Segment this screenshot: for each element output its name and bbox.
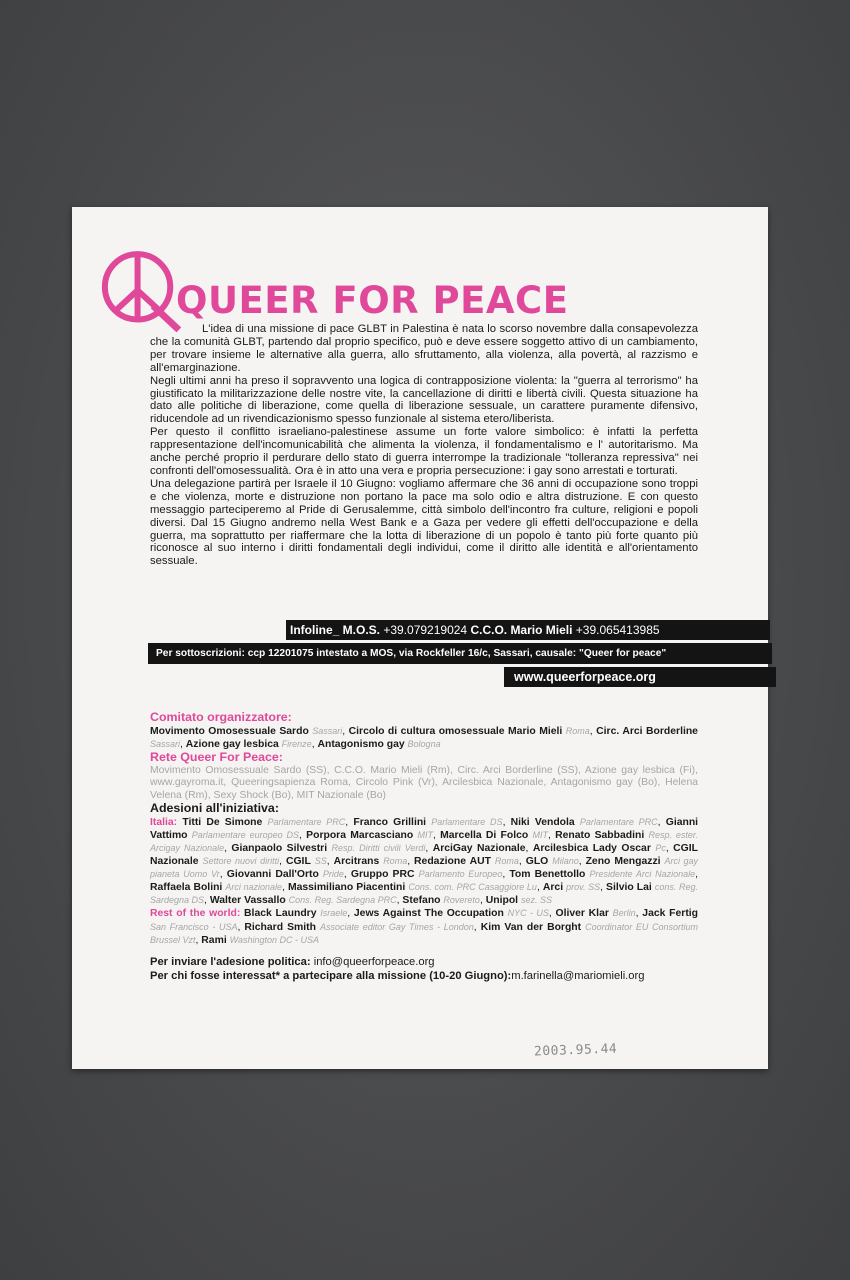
italy-adherent-name: Renato Sabbadini [555, 829, 645, 841]
world-adherent-note: Berlin [612, 908, 636, 919]
intro-paragraph: L'idea di una missione di pace GLBT in Palestina è nata lo scorso novembre dalla consapevolezza che la comunità GLBT, partendo dal proprio specifico, può e deve essere soggetto attivo di un cambiamento, per trovare insieme le alternative alla guerra, allo sfruttamento, alla violenza, alla povertà, al razzismo e all'emarginazione. [150, 323, 698, 374]
organizer-name: Circ. Arci Borderline [596, 726, 698, 738]
adhesions-heading: Adesioni all'iniziativa: [150, 800, 279, 815]
organizer-note: Sassari [150, 739, 181, 750]
world-adherent-name: Rami [201, 934, 227, 946]
italy-adherent-name: Arcitrans [333, 856, 380, 868]
italy-adherent-note: prov. SS [566, 882, 601, 893]
italy-adherent-note: MIT [532, 829, 548, 840]
world-adherent-name: Jack Fertig [642, 908, 699, 920]
italy-adhesions: Italia: Titti De Simone Parlamentare PRC, Franco Grillini Parlamentare DS, Niki Vendola Parlamentare PRC, Gianni Vattimo Parlamentare europeo DS, Porpora Marcasciano MIT, Marcella Di Folco MIT, Renato Sabbadini Resp. ester. Arcigay Nazionale, Gianpaolo Silvestri Resp. Diritti civili Verdi, ArciGay Nazionale, Arcilesbica Lady Oscar Pc, CGIL Nazionale Settore nuovi diritti, CGIL SS, Arcitrans Roma, Redazione AUT Roma, GLO Milano, Zeno Mengazzi Arci gay pianeta Uomo Vr, Giovanni Dall'Orto Pride, Gruppo PRC Parlamento Europeo, Tom Benettollo Presidente Arci Nazionale, Raffaela Bolini Arci nazionale, Massimiliano Piacentini Cons. com. PRC Casaggiore Lu, Arci prov. SS, Silvio Lai cons. Reg. Sardegna DS, Walter Vassallo Cons. Reg. Sardegna PRC, Stefano Rovereto, Unipol sez. SS [150, 816, 699, 907]
italy-adherent-name: GLO [525, 856, 549, 868]
accession-number: 2003.95.44 [533, 1041, 618, 1060]
italy-adherent-name: Walter Vassallo [209, 895, 286, 907]
world-adherent-note: San Francisco - USA [150, 921, 238, 932]
contact-section [150, 956, 710, 983]
italy-adherent-name: Redazione AUT [414, 856, 491, 868]
italy-adherent-note: sez. SS [520, 895, 552, 906]
italy-adherent-name: Arci [542, 882, 564, 894]
italy-adherent-name: Giovanni Dall'Orto [226, 869, 319, 881]
italy-adherent-name: CGIL [285, 856, 311, 868]
italy-adherent-name: Tom Benettollo [509, 869, 586, 881]
organizer-note: Firenze [281, 739, 312, 750]
contact-email-2: m.farinella@mariomieli.org [511, 969, 645, 982]
italy-adherent-note: Cons. com. PRC Casaggiore Lu [408, 882, 537, 893]
italy-adherent-note: Cons. Reg. Sardegna PRC [288, 895, 397, 906]
world-adherent-note: NYC - US [507, 908, 549, 919]
italy-adherent-note: Roma [383, 856, 408, 867]
title-text: QUEER FOR PEACE [176, 279, 569, 322]
network-list: Movimento Omosessuale Sardo (SS), C.C.O. Mario Mieli (Rm), Circ. Arci Borderline (SS), Azione gay lesbica (Fi), www.gayroma.it, Queeringsapienza Roma, Circolo Pink (Vr), Arcilesbica Nazionale, Antagonismo gay (Bo), Helena Velena (Rm), Sexy Shock (Bo), MIT Nazionale (Bo) [150, 765, 698, 801]
italy-adherent-name: Gianni Vattimo [150, 816, 699, 841]
italy-adherent-note: Resp. Diritti civili Verdi [331, 842, 426, 853]
italy-adherent-name: Franco Grillini [353, 816, 427, 828]
italy-adherent-note: Rovereto [443, 895, 480, 906]
infoline-label: Infoline_ M.O.S. [290, 623, 381, 637]
intro-paragraph: Per questo il conflitto israeliano-palestinese assume un forte valore simbolico: è infatti la perfetta rappresentazione dell'incomunicabilità che alimenta la violenza, il fondamentalismo e l' autoritarismo. Ma anche perché proprio il perdurare dello stato di guerra interrompe la tradizionale "tolleranza repressiva" nei confronti dell'omosessualità. Ora è in atto una vera e propria persecuzione: i gay sono arrestati e torturati. [150, 426, 698, 477]
italy-adherent-note: Parlamento Europeo [418, 869, 503, 880]
italy-adherent-note: Resp. ester. Arcigay Nazionale [150, 829, 699, 853]
organizer-note: Sassari [312, 726, 343, 737]
world-adherent-name: Richard Smith [244, 921, 316, 933]
contact-label-2: Per chi fosse interessat* a partecipare alla missione (10-20 Giugno): [150, 969, 512, 982]
website-bar [504, 667, 776, 687]
subscriptions-label: Per sottoscrizioni: [156, 648, 245, 659]
italy-label: Italia: [150, 816, 178, 828]
italy-adherent-name: Marcella Di Folco [440, 829, 529, 841]
intro-paragraph: Una delegazione partirà per Israele il 10 Giugno: vogliamo affermare che 36 anni di occupazione sono troppi e che violenza, morte e distruzione non portano la pace ma solo odio e altra distruzione. E con questo messaggio parteciperemo al Pride di Gerusalemme, città simbolo dell'incontro fra culture, religioni e popoli diversi. Dal 15 Giugno andremo nella West Bank e a Gaza per vedere gli effetti dell'occupazione e della guerra, ma soprattutto per riaffermare che la lotta di liberazione di un popolo è tanto più forte quanto più riconosce al suo interno i diritti fondamentali degli individui, come il diritto alle identità e all'orientamento sessuale. [150, 477, 698, 568]
italy-adherent-note: Arci nazionale [225, 882, 283, 893]
italy-adherent-name: CGIL Nazionale [150, 842, 698, 868]
italy-adherent-name: Stefano [402, 895, 441, 907]
italy-adherent-note: SS [314, 856, 327, 867]
world-adherent-note: Israele [320, 908, 348, 919]
organizer-name: Antagonismo gay [317, 739, 405, 751]
italy-adherent-note: Pc [655, 842, 666, 853]
organizing-list: Movimento Omosessuale Sardo Sassari, Circolo di cultura omosessuale Mario Mieli Roma, Circ. Arci Borderline Sassari, Azione gay lesbica Firenze, Antagonismo gay Bologna [150, 726, 698, 751]
infoline-phone-2: +39.065413985 [572, 623, 660, 637]
organizer-name: Movimento Omosessuale Sardo [150, 726, 309, 738]
intro-paragraph: Negli ultimi anni ha preso il sopravvento una logica di contrapposizione violenta: la "guerra al terrorismo" ha giustificato la militarizzazione delle nostre vite, la cancellazione di diritti e libertà civili. Questa situazione ha dato alle politiche di liberazione, come quella di liberazione sessuale, un carattere puramente difensivo, riducendole ad un rivendicazionismo spesso funzionale al sistema etero/liberista. [150, 374, 698, 426]
world-adherent-name: Jews Against The Occupation [353, 908, 504, 920]
organizer-note: Bologna [407, 739, 441, 750]
italy-adherent-name: ArciGay Nazionale [432, 842, 526, 854]
italy-adherent-note: Arci gay pianeta Uomo Vr [150, 856, 699, 880]
italy-adherent-note: Parlamentare europeo DS [191, 829, 300, 840]
italy-adherent-note: Parlamentare PRC [579, 816, 658, 827]
italy-adherent-note: Roma [494, 856, 519, 867]
contact-email-1: info@queerforpeace.org [310, 956, 435, 968]
infoline-bar [286, 620, 770, 640]
credits-section [150, 711, 698, 947]
world-adherent-name: Black Laundry [244, 908, 317, 920]
organizer-note: Roma [565, 726, 590, 737]
italy-adherent-note: Settore nuovi diritti [202, 856, 280, 867]
subscriptions-bar [148, 643, 772, 664]
italy-adherent-name: Niki Vendola [510, 816, 575, 828]
italy-adherent-name: Arcilesbica Lady Oscar [532, 842, 651, 854]
intro-text [150, 323, 698, 568]
italy-adherent-note: MIT [417, 829, 433, 840]
italy-adherent-note: Milano [552, 856, 579, 867]
website-url: www.queerforpeace.org [514, 670, 656, 684]
subscriptions-text: ccp 12201075 intestato a MOS, via Rockfeller 16/c, Sassari, causale: "Queer for peace" [244, 648, 667, 659]
italy-adherent-name: Gruppo PRC [350, 869, 415, 881]
world-adherent-note: Coordinator EU Consortium Brussel Vzt [150, 921, 699, 945]
world-adherent-name: Oliver Klar [555, 908, 609, 920]
world-adherent-note: Washington DC - USA [229, 934, 319, 945]
italy-adherent-name: Gianpaolo Silvestri [231, 842, 328, 854]
italy-adherent-note: cons. Reg. Sardegna DS [150, 882, 699, 906]
italy-adherent-note: Pride [322, 869, 344, 880]
italy-adherent-note: Parlamentare DS [431, 816, 503, 827]
flyer-title [176, 279, 716, 322]
italy-adherent-name: Silvio Lai [606, 882, 652, 894]
world-adherent-name: Kim Van der Borght [480, 921, 582, 933]
contact-label-1: Per inviare l'adesione politica: [150, 956, 311, 968]
italy-adherent-name: Unipol [485, 895, 519, 907]
italy-adherent-name: Porpora Marcasciano [306, 829, 414, 841]
italy-adherent-name: Massimiliano Piacentini [287, 882, 406, 894]
italy-adherent-note: Parlamentare PRC [267, 816, 346, 827]
world-label: Rest of the world: [150, 908, 241, 920]
italy-adherent-name: Zeno Mengazzi [585, 856, 661, 868]
organizing-heading: Comitato organizzatore: [150, 710, 292, 724]
network-heading: Rete Queer For Peace: [150, 750, 283, 765]
world-adherent-note: Associate editor Gay Times - London [320, 921, 474, 932]
flyer-sheet [72, 207, 768, 1069]
infoline-phone-1: +39.079219024 [380, 623, 471, 637]
italy-adherent-note: Presidente Arci Nazionale [589, 869, 696, 880]
italy-adherent-name: Raffaela Bolini [150, 882, 223, 894]
organizer-name: Circolo di cultura omosessuale Mario Mieli [348, 726, 563, 738]
italy-adherent-name: Titti De Simone [182, 816, 263, 828]
infoline-org-2: C.C.O. Mario Mieli [470, 623, 573, 637]
organizer-name: Azione gay lesbica [185, 739, 279, 751]
world-adhesions: Rest of the world: Black Laundry Israele, Jews Against The Occupation NYC - US, Oliver Klar Berlin, Jack Fertig San Francisco - USA, Richard Smith Associate editor Gay Times - London, Kim Van der Borght Coordinator EU Consortium Brussel Vzt, Rami Washington DC - USA [150, 908, 699, 946]
